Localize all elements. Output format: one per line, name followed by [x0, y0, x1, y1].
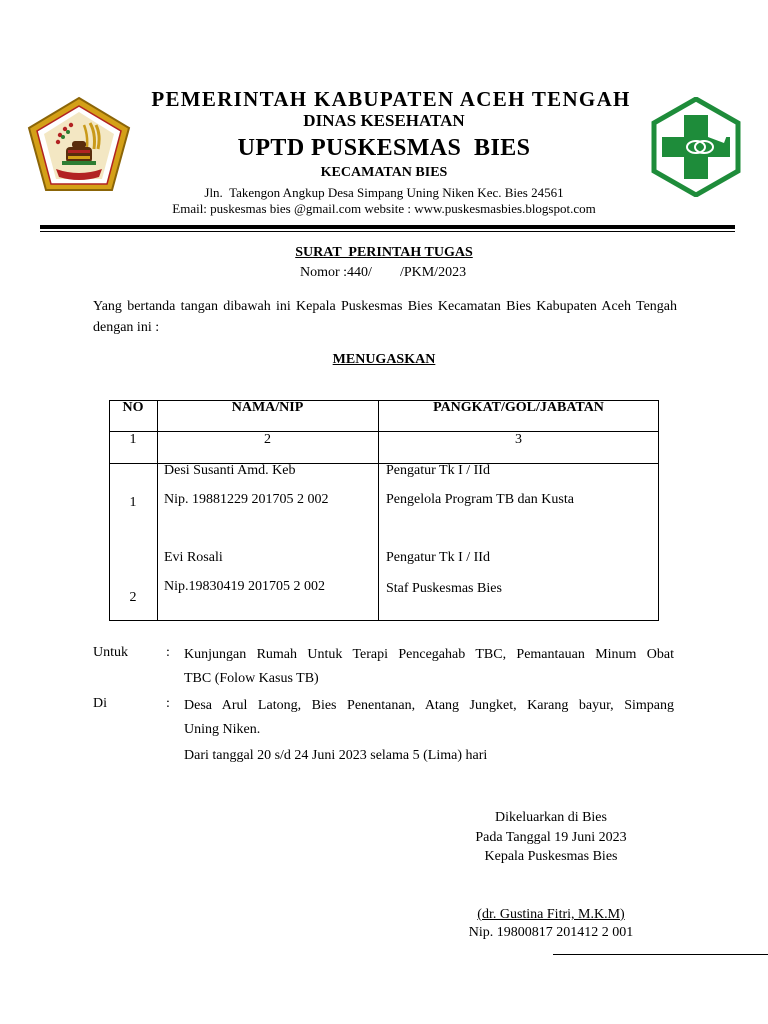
header-name: NAMA/NIP [231, 400, 304, 415]
location-line-2: Uning Niken. [184, 722, 261, 737]
location-line-1: Desa Arul Latong, Bies Penentanan, Atang Jungket, Karang bayur, Simpang [184, 698, 674, 713]
letterhead-divider-thin [40, 231, 735, 232]
table-border-bottom [109, 620, 659, 621]
index-cell-name: 2 [264, 432, 271, 447]
signatory-role: Kepala Puskesmas Bies [484, 849, 618, 864]
department-heading: DINAS KESEHATAN [303, 111, 465, 130]
row-2-no: 2 [129, 590, 137, 605]
purpose-line-1: Kunjungan Rumah Untuk Terapi Pencegahab TBC, Pemantauan Minum Obat [184, 647, 674, 662]
row-2-rank: Pengatur Tk I / IId [386, 550, 490, 565]
row-2-nip: Nip.19830419 201705 2 002 [164, 579, 325, 594]
row-1-rank: Pengatur Tk I / IId [386, 463, 490, 478]
location-label: Di [93, 696, 107, 711]
row-1-nip: Nip. 19881229 201705 2 002 [164, 492, 329, 507]
purpose-separator: : [166, 645, 170, 660]
purpose-label: Untuk [93, 645, 128, 660]
signatory-name: (dr. Gustina Fitri, M.K.M) [477, 907, 625, 922]
assignment-table [109, 400, 659, 621]
unit-heading: UPTD PUSKESMAS BIES [237, 135, 531, 161]
header-no: NO [122, 400, 144, 415]
issued-date: Pada Tanggal 19 Juni 2023 [475, 830, 627, 845]
issued-place: Dikeluarkan di Bies [495, 810, 607, 825]
address-line: Jln. Takengon Angkup Desa Simpang Uning Niken Kec. Bies 24561 [204, 185, 564, 200]
district-heading: KECAMATAN BIES [320, 165, 448, 180]
assignment-heading: MENUGASKAN [332, 352, 436, 367]
intro-paragraph: Yang bertanda tangan dibawah ini Kepala Puskesmas Bies Kecamatan Bies Kabupaten Aceh Tengah dengan ini : [93, 299, 677, 335]
assignment-date: Dari tanggal 20 s/d 24 Juni 2023 selama 5 (Lima) hari [184, 748, 488, 763]
row-1-no: 1 [129, 495, 137, 510]
signatory-nip: Nip. 19800817 201412 2 001 [468, 925, 634, 940]
row-2-position: Staf Puskesmas Bies [386, 581, 502, 596]
row-1-name: Desi Susanti Amd. Keb [164, 463, 296, 478]
header-rank: PANGKAT/GOL/JABATAN [433, 400, 604, 415]
contact-line: Email: puskesmas bies @gmail.com website : www.puskesmasbies.blogspot.com [172, 201, 596, 216]
index-cell-no: 1 [129, 432, 137, 447]
purpose-line-2: TBC (Folow Kasus TB) [184, 671, 319, 686]
bottom-right-line [553, 954, 768, 955]
index-cell-rank: 3 [515, 432, 522, 447]
government-heading: PEMERINTAH KABUPATEN ACEH TENGAH [151, 87, 631, 111]
location-separator: : [166, 696, 170, 711]
letter-title: SURAT PERINTAH TUGAS [295, 245, 473, 260]
row-1-position: Pengelola Program TB dan Kusta [386, 492, 574, 507]
letter-number: Nomor :440/ /PKM/2023 [300, 265, 467, 280]
letterhead-divider-thick [40, 225, 735, 229]
row-2-name: Evi Rosali [164, 550, 223, 565]
